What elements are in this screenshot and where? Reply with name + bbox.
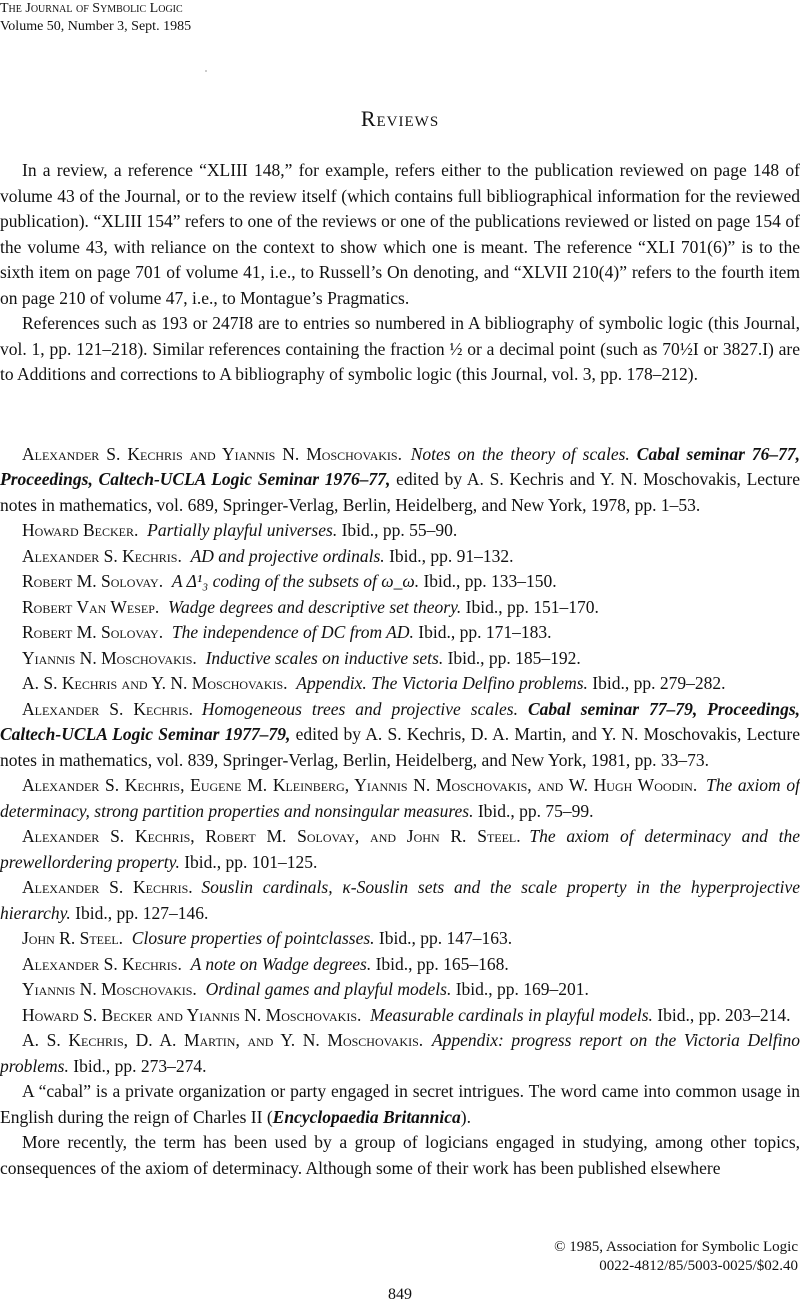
entry-details: Ibid., pp. 279–282.	[592, 673, 726, 693]
entry-book: Cabal seminar 77–79, Proceedings, Caltech-UCLA Logic Seminar 1977–79,	[0, 698, 800, 744]
entry-details: Ibid., pp. 147–163.	[378, 928, 513, 948]
entry-title: Notes on the theory of scales.	[410, 443, 630, 464]
entry-authors: Robert M. Solovay.	[22, 622, 164, 642]
entry-title: Appendix: progress report on the Victoria Delfino problems.	[0, 1030, 800, 1076]
entry-authors: A. S. Kechris, D. A. Martin, and Y. N. Moschovakis.	[22, 1030, 424, 1050]
entry-title: Ordinal games and playful models.	[205, 979, 452, 999]
entry-title: Measurable cardinals in playful models.	[370, 1004, 653, 1025]
body-paragraph-1	[0, 1079, 800, 1130]
entry-details: Ibid., pp. 169–201.	[455, 979, 589, 999]
entry-authors: Yiannis N. Moschovakis.	[22, 979, 197, 999]
entry-title: Homogeneous trees and projective scales.	[201, 698, 518, 719]
entry-title: Souslin cardinals, κ-Souslin sets and the scale property in the hyperprojective hierarchy.	[0, 877, 800, 923]
entry-details: Ibid., pp. 127–146.	[75, 902, 209, 923]
entry-details: edited by A. S. Kechris and Y. N. Moschovakis, Lecture notes in mathematics, vol. 689, Springer-Verlag, Berlin, Heidelberg, and New York, 1978, pp. 1–53.	[0, 469, 800, 515]
entry-details: Ibid., pp. 101–125.	[184, 851, 318, 872]
entry-details: Ibid., pp. 151–170.	[465, 596, 599, 617]
entry-title: Wadge degrees and descriptive set theory.	[168, 596, 462, 617]
review-entry	[0, 518, 800, 544]
entry-title: A note on Wadge degrees.	[190, 953, 372, 974]
entry-book: Cabal seminar 76–77, Proceedings, Caltech-UCLA Logic Seminar 1976–77,	[0, 443, 800, 489]
review-entry	[0, 977, 800, 1003]
article-body	[0, 158, 800, 1181]
copyright-block	[554, 1238, 798, 1276]
review-entry	[0, 671, 800, 697]
body-paragraph-1-source: Encyclopaedia Britannica	[272, 1106, 461, 1127]
page-number: 849	[388, 1286, 412, 1303]
review-entry	[0, 646, 800, 672]
entry-title: A Δ¹₃ coding of the subsets of ω_ω.	[171, 571, 420, 591]
entry-authors: John R. Steel.	[22, 928, 124, 948]
copyright-line: © 1985, Association for Symbolic Logic	[554, 1239, 798, 1255]
section-title: Reviews	[360, 106, 440, 131]
journal-header	[0, 0, 191, 36]
scan-dot	[205, 70, 207, 72]
intro-paragraph-1: In a review, a reference “XLIII 148,” for example, refers either to the publication reviewed on page 148 of volume 43 of the Journal, or to the review itself (which contains full bibliographical information for the reviewed publication). “XLIII 154” refers to one of the reviews or one of the publications reviewed or listed on page 154 of the volume 43, with reliance on the context to show which one is meant. The reference “XLI 701(6)” is to the sixth item on page 701 of volume 41, i.e., to Russell’s On denoting, and “XLVII 210(4)” refers to the fourth item on page 210 of volume 47, i.e., to Montague’s Pragmatics.	[0, 160, 800, 308]
journal-name: The Journal of Symbolic Logic	[0, 1, 183, 16]
review-entry	[0, 595, 800, 621]
entry-details: Ibid., pp. 75–99.	[477, 800, 594, 821]
entry-authors: A. S. Kechris and Y. N. Moschovakis.	[22, 673, 288, 693]
entry-authors: Yiannis N. Moschovakis.	[22, 647, 197, 668]
entry-authors: Alexander S. Kechris.	[22, 953, 182, 974]
entry-title: AD and projective ordinals.	[190, 545, 385, 566]
entry-authors: Robert Van Wesep.	[22, 596, 160, 617]
review-entries	[0, 442, 800, 1080]
entry-title: The axiom of determinacy, strong partition properties and nonsingular measures.	[0, 775, 800, 821]
entry-details: Ibid., pp. 165–168.	[375, 953, 509, 974]
entry-title: Inductive scales on inductive sets.	[205, 647, 444, 668]
review-entry	[0, 620, 800, 646]
entry-authors: Alexander S. Kechris and Yiannis N. Moschovakis.	[22, 443, 402, 464]
entry-authors: Robert M. Solovay.	[22, 571, 164, 591]
entry-authors: Alexander S. Kechris, Eugene M. Kleinberg, Yiannis N. Moschovakis, and W. Hugh Woodin.	[22, 775, 698, 795]
entry-details: edited by A. S. Kechris, D. A. Martin, and Y. N. Moschovakis, Lecture notes in mathematics, vol. 839, Springer-Verlag, Berlin, Heidelberg, and New York, 1981, pp. 33–73.	[0, 724, 800, 770]
review-entry	[0, 773, 800, 824]
entry-title: The independence of DC from AD.	[171, 622, 414, 642]
review-entry	[0, 1028, 800, 1079]
intro-paragraph-2: References such as 193 or 247I8 are to entries so numbered in A bibliography of symbolic logic (this Journal, vol. 1, pp. 121–218). Similar references containing the fraction ½ or a decimal point (such as 70½I or 3827.I) are to Additions and corrections to A bibliography of symbolic logic (this Journal, vol. 3, pp. 178–212).	[0, 313, 800, 384]
review-entry	[0, 1003, 800, 1029]
entry-details: Ibid., pp. 203–214.	[657, 1004, 791, 1025]
entry-authors: Alexander S. Kechris.	[22, 698, 194, 719]
entry-title: The axiom of determinacy and the prewellordering property.	[0, 826, 800, 872]
entry-details: Ibid., pp. 171–183.	[418, 622, 552, 642]
entry-authors: Alexander S. Kechris, Robert M. Solovay, and John R. Steel.	[22, 826, 521, 846]
section-gap	[0, 388, 800, 442]
body-paragraph-2: More recently, the term has been used by a group of logicians engaged in studying, among other topics, consequences of the axiom of determinacy. Although some of their work has been published elsewhere	[0, 1132, 800, 1178]
entry-title: Appendix. The Victoria Delfino problems.	[296, 673, 588, 693]
entry-details: Ibid., pp. 133–150.	[423, 571, 557, 591]
entry-title: Closure properties of pointclasses.	[131, 928, 375, 948]
review-entry	[0, 569, 800, 595]
review-entry	[0, 697, 800, 774]
entry-details: Ibid., pp. 185–192.	[447, 647, 581, 668]
entry-authors: Alexander S. Kechris.	[22, 877, 193, 897]
article-code: 0022-4812/85/5003-0025/$02.40	[599, 1258, 798, 1274]
entry-details: Ibid., pp. 273–274.	[73, 1055, 207, 1076]
journal-volume: Volume 50, Number 3, Sept. 1985	[0, 19, 192, 34]
review-entry	[0, 544, 800, 570]
review-entry	[0, 442, 800, 519]
body-paragraph-1-text: A “cabal” is a private organization or party engaged in secret intrigues. The word came into common usage in English during the reign of Charles II (	[0, 1081, 800, 1127]
review-entry	[0, 952, 800, 978]
entry-authors: Alexander S. Kechris.	[22, 545, 182, 566]
review-entry	[0, 875, 800, 926]
entry-details: Ibid., pp. 91–132.	[389, 545, 514, 566]
entry-title: Partially playful universes.	[147, 520, 338, 540]
entry-authors: Howard Becker.	[22, 520, 139, 540]
review-entry	[0, 824, 800, 875]
review-entry	[0, 926, 800, 952]
body-paragraph-1-end: ).	[460, 1106, 471, 1127]
entry-details: Ibid., pp. 55–90.	[341, 520, 458, 540]
entry-authors: Howard S. Becker and Yiannis N. Moschovakis.	[22, 1004, 362, 1025]
